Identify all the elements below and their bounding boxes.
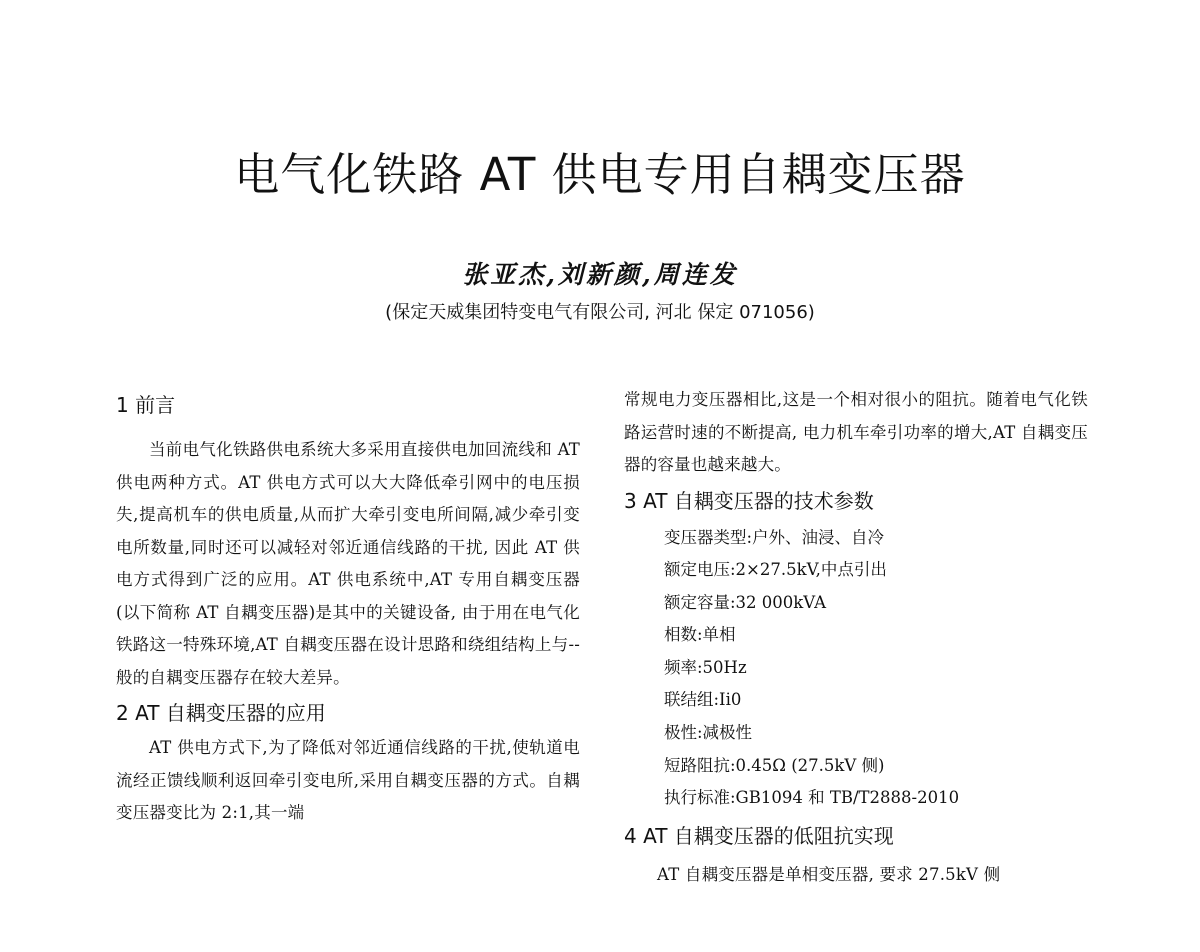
- section-1-paragraph: 当前电气化铁路供电系统大多采用直接供电加回流线和 AT 供电两种方式。AT 供电方式可以大大降低牵引网中的电压损失,提高机车的供电质量,从而扩大牵引变电所间隔,减少牵引变电所数量,同时还可以减轻对邻近通信线路的干扰, 因此 AT 供电方式得到广泛的应用。AT 供电系统中,AT 专用自耦变压器(以下简称 AT 自耦变压器)是其中的关键设备, 由于用在电气化铁路这一特殊环境,AT 自耦变压器在设计思路和绕组结构上与--般的自耦变压器存在较大差异。: [116, 440, 580, 687]
- spec-item: 频率:50Hz: [664, 657, 747, 677]
- section-3-heading: 3 AT 自耦变压器的技术参数: [624, 488, 874, 513]
- affiliation: (保定天威集团特变电气有限公司, 河北 保定 071056): [385, 302, 815, 323]
- spec-item: 联结组:Ii0: [664, 690, 742, 710]
- spec-item: 短路阻抗:0.45Ω (27.5kV 侧): [664, 755, 885, 775]
- section-2-paragraph-continued: 常规电力变压器相比,这是一个相对很小的阻抗。随着电气化铁路运营时速的不断提高, 电力机车牵引功率的增大,AT 自耦变压器的容量也越来越大。: [624, 390, 1088, 474]
- section-1-heading: 1 前言: [116, 393, 176, 417]
- spec-list: [624, 522, 1088, 815]
- section-2-paragraph: AT 供电方式下,为了降低对邻近通信线路的干扰,使轨道电流经正馈线顺利返回牵引变电所,采用自耦变压器的方式。自耦变压器变比为 2:1,其一端: [116, 738, 580, 822]
- spec-item: 变压器类型:户外、油浸、自冷: [664, 527, 885, 547]
- spec-item: 执行标准:GB1094 和 TB/T2888-2010: [664, 788, 960, 808]
- spec-item: 极性:减极性: [664, 723, 753, 743]
- section-4-paragraph: AT 自耦变压器是单相变压器, 要求 27.5kV 侧: [657, 864, 1001, 884]
- spec-item: 额定电压:2×27.5kV,中点引出: [664, 560, 887, 580]
- spec-item: 额定容量:32 000kVA: [664, 592, 827, 612]
- section-2-heading: 2 AT 自耦变压器的应用: [116, 701, 326, 725]
- spec-item: 相数:单相: [664, 625, 736, 645]
- right-column: [624, 384, 1088, 891]
- left-column: [116, 384, 580, 830]
- section-4-heading: 4 AT 自耦变压器的低阻抗实现: [624, 823, 894, 848]
- authors: 张亚杰,刘新颜,周连发: [462, 260, 738, 289]
- paper-title: 电气化铁路 AT 供电专用自耦变压器: [234, 148, 966, 201]
